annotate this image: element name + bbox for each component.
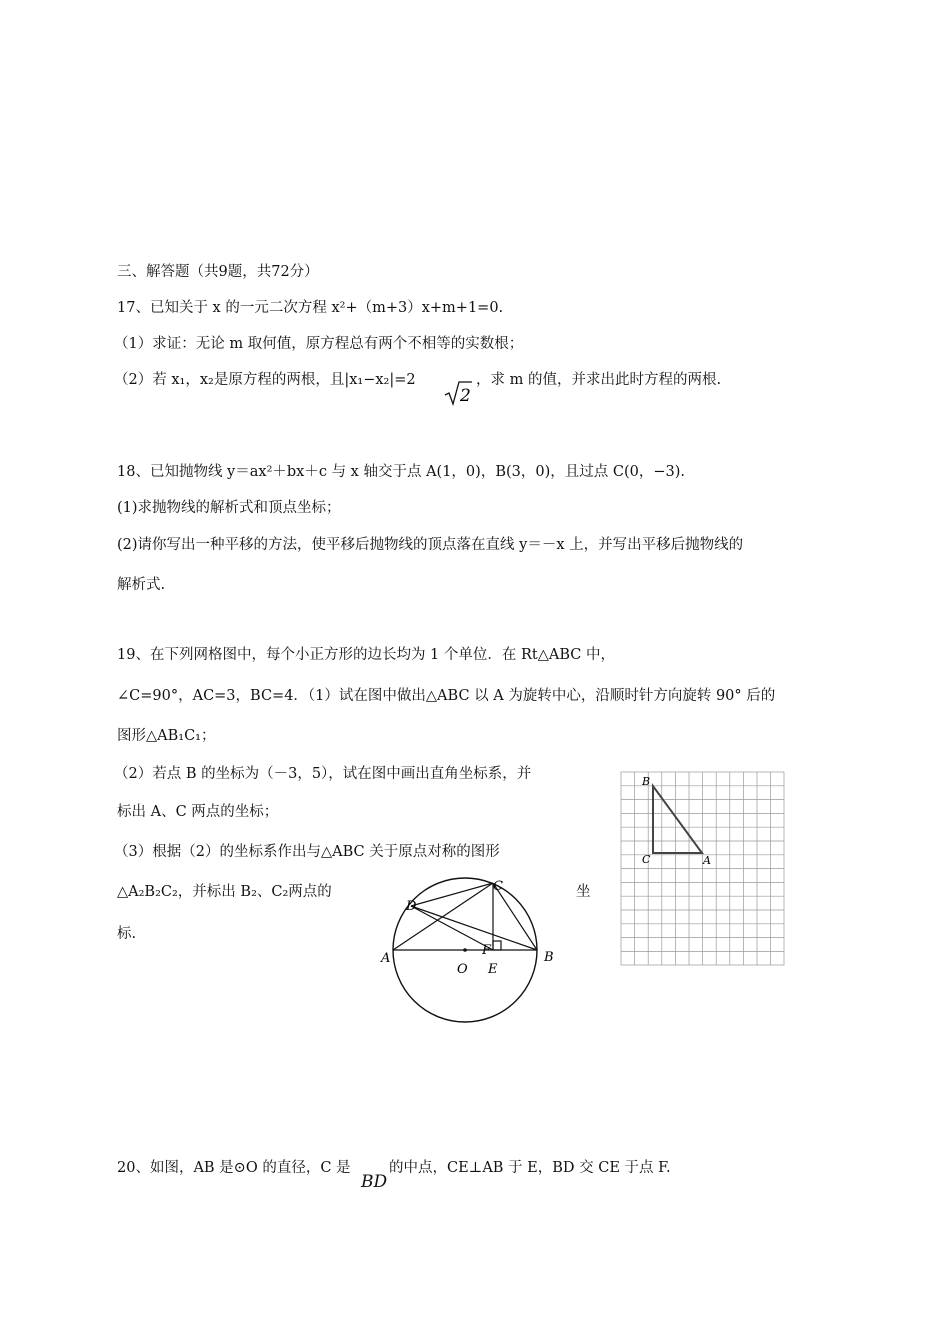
sqrt-radicand: 2 <box>460 386 471 406</box>
q18-part1: (1)求抛物线的解析式和顶点坐标； <box>117 500 341 516</box>
grid-figure <box>620 771 786 967</box>
label-b: B <box>544 950 554 965</box>
q20-arc: BD <box>361 1172 388 1192</box>
sqrt-symbol <box>444 380 472 406</box>
label-c: C <box>493 879 503 894</box>
label-d: D <box>406 899 417 914</box>
label-a: A <box>381 951 391 966</box>
q17-part1: （1）求证：无论 m 取何值，原方程总有两个不相等的实数根； <box>114 336 524 352</box>
q19-line8: 标. <box>117 926 137 942</box>
q19-line4: （2）若点 B 的坐标为（－3，5），试在图中画出直角坐标系，并 <box>114 766 532 782</box>
section-title: 三、解答题（共9题，共72分） <box>117 264 319 280</box>
q18-stem: 18、已知抛物线 y＝ax²＋bx＋c 与 x 轴交于点 A(1，0)，B(3，0)，且过点 C(0，−3). <box>117 464 685 480</box>
label-a: A <box>703 854 711 867</box>
label-b: B <box>642 775 651 788</box>
q19-line7-a: △A₂B₂C₂，并标出 B₂、C₂两点的 <box>117 884 332 900</box>
q18-part2-b: 解析式. <box>117 577 166 593</box>
q19-line3: 图形△AB₁C₁； <box>117 728 216 744</box>
q19-line1: 19、在下列网格图中，每个小正方形的边长均为 1 个单位．在 Rt△ABC 中， <box>117 647 615 663</box>
q19-line5: 标出 A、C 两点的坐标； <box>117 804 279 820</box>
q20-a: 20、如图，AB 是⊙O 的直径，C 是 <box>117 1160 351 1176</box>
circle-figure <box>375 870 565 1030</box>
q20-b: 的中点，CE⊥AB 于 E，BD 交 CE 于点 F. <box>389 1160 671 1176</box>
q19-line6: （3）根据（2）的坐标系作出与△ABC 关于原点对称的图形 <box>114 844 500 860</box>
label-o: O <box>457 962 468 977</box>
label-e: E <box>488 962 498 977</box>
q17-part2-a: （2）若 x₁，x₂是原方程的两根，且|x₁−x₂|=2 <box>114 372 416 388</box>
q18-part2-a: (2)请你写出一种平移的方法，使平移后抛物线的顶点落在直线 y＝－x 上，并写出平移后抛物线的 <box>117 537 744 553</box>
triangle-abc <box>653 786 702 853</box>
q17-part2-b: ，求 m 的值，并求出此时方程的两根. <box>476 372 722 388</box>
q17-stem: 17、已知关于 x 的一元二次方程 x²+（m+3）x+m+1=0. <box>117 300 504 316</box>
label-f: F <box>482 943 492 958</box>
q19-line2: ∠C=90°，AC=3，BC=4．（1）试在图中做出△ABC 以 A 为旋转中心，沿顺时针方向旋转 90° 后的 <box>117 688 776 704</box>
q19-line7-b: 坐 <box>576 884 591 900</box>
label-c: C <box>642 853 651 866</box>
